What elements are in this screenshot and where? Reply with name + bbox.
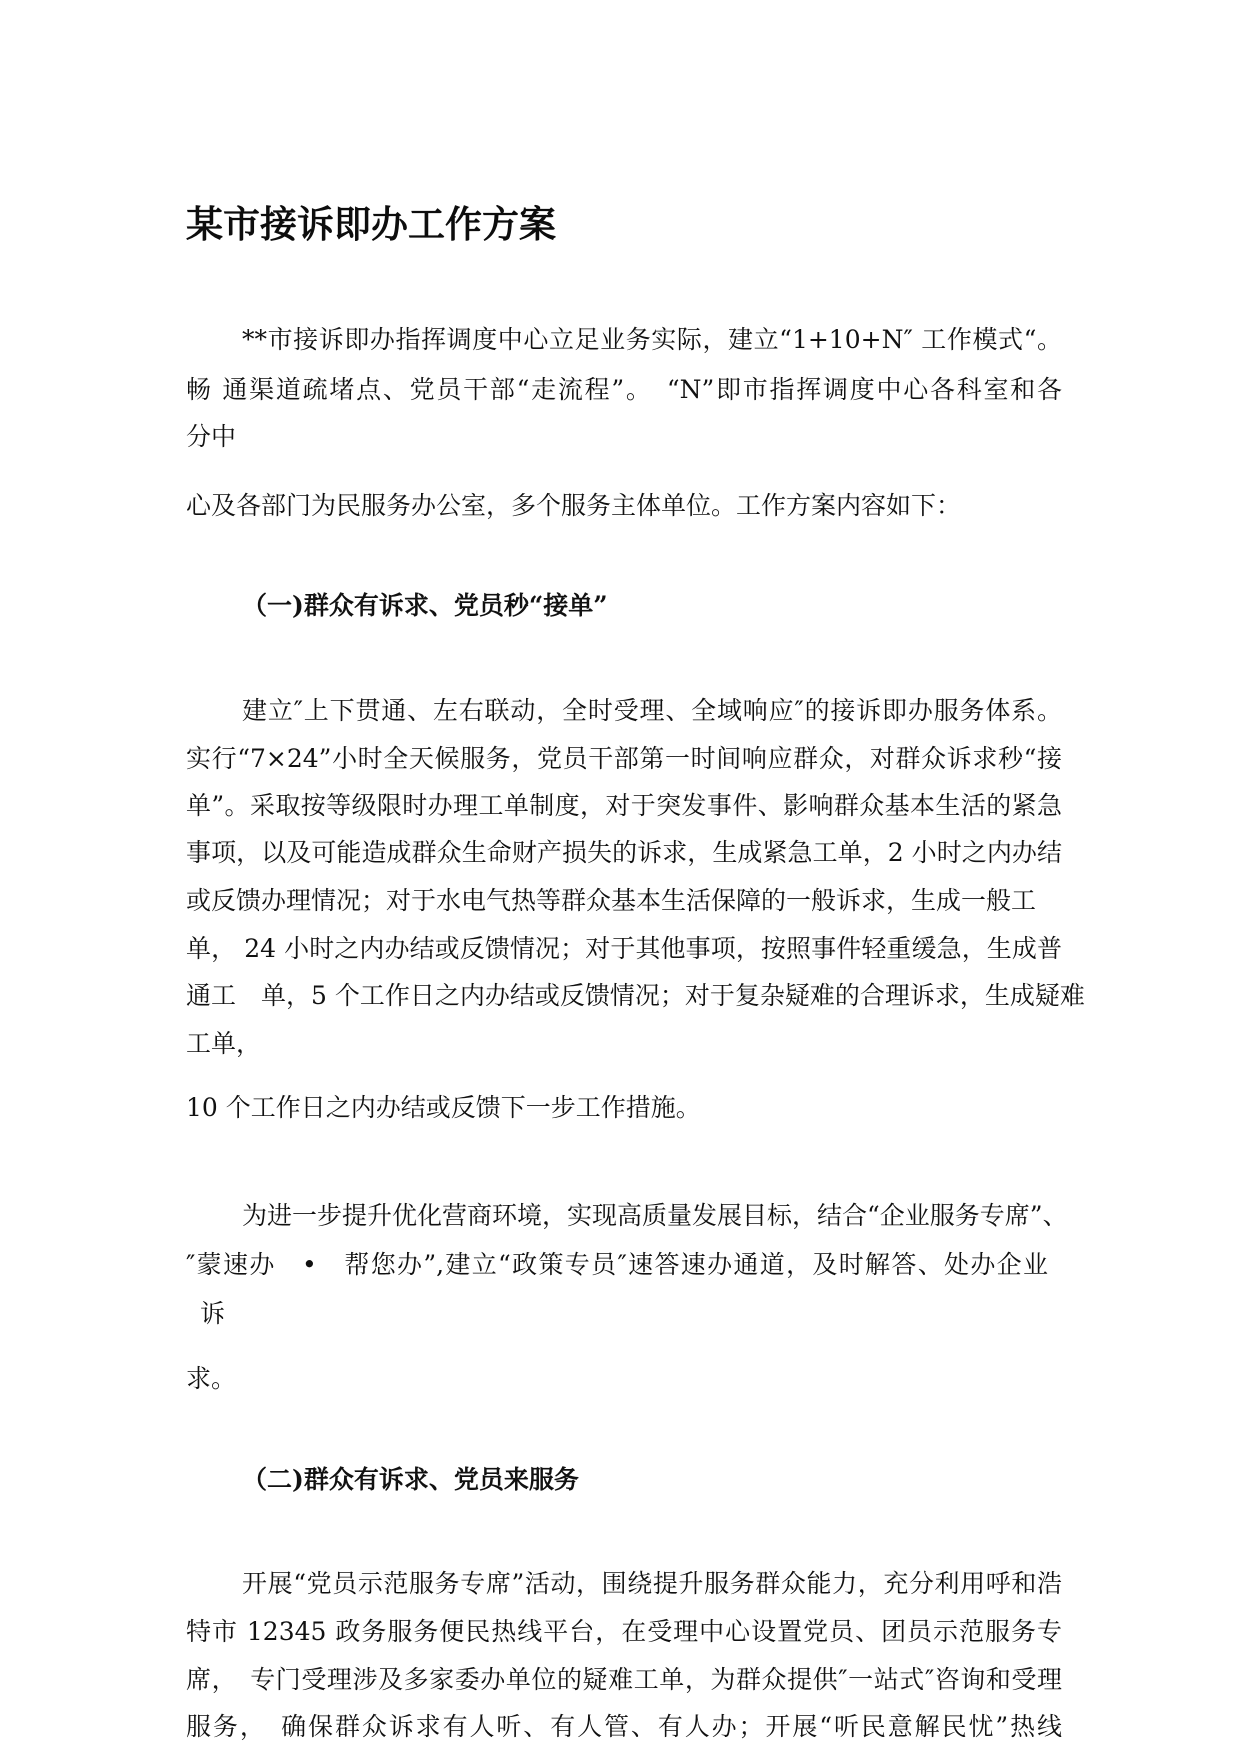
paragraph-line: 为进一步提升优化营商环境，实现高质量发展目标，结合“企业服务专席”、 xyxy=(242,1201,1068,1230)
document-title: 某市接诉即办工作方案 xyxy=(186,203,556,246)
paragraph-line: 建立″上下贯通、左右联动，全时受理、全域响应″的接诉即办服务体系。 xyxy=(242,696,1062,725)
section-heading: （二)群众有诉求、党员来服务 xyxy=(242,1465,579,1494)
paragraph-line: 实行“7×24”小时全天候服务，党员干部第一时间响应群众，对群众诉求秒“接 xyxy=(186,744,1062,773)
paragraph-continuation: 求。 xyxy=(186,1364,237,1393)
paragraph-line: 或反馈办理情况；对于水电气热等群众基本生活保障的一般诉求，生成一般工 xyxy=(186,886,1037,915)
paragraph-line: 畅 通渠道疏堵点、党员干部“走流程”。 “N”即市指挥调度中心各科室和各 xyxy=(186,375,1062,404)
intro-continuation: 心及各部门为民服务办公室，多个服务主体单位。工作方案内容如下： xyxy=(186,491,962,520)
section-heading: （一)群众有诉求、党员秒“接单” xyxy=(242,591,608,620)
paragraph-line: 分中 xyxy=(186,422,237,451)
paragraph-line: 工单， xyxy=(186,1029,262,1058)
paragraph-line: 服务， 确保群众诉求有人听、有人管、有人办；开展“听民意解民忧”热线 xyxy=(186,1712,1062,1741)
paragraph-line: 诉 xyxy=(200,1299,226,1328)
paragraph-line: 开展“党员示范服务专席”活动，围绕提升服务群众能力，充分利用呼和浩 xyxy=(242,1569,1062,1598)
paragraph-line: 特市 12345 政务服务便民热线平台，在受理中心设置党员、团员示范服务专 xyxy=(186,1617,1062,1646)
paragraph-line: 单”。采取按等级限时办理工单制度，对于突发事件、影响群众基本生活的紧急 xyxy=(186,791,1062,820)
paragraph-line: 单， 24 小时之内办结或反馈情况；对于其他事项，按照事件轻重缓急，生成普 xyxy=(186,934,1062,963)
paragraph-continuation: 10 个工作日之内办结或反馈下一步工作措施。 xyxy=(186,1093,701,1122)
paragraph-line: **市接诉即办指挥调度中心立足业务实际，建立“1+10+N″ 工作模式“。 xyxy=(242,325,1062,354)
paragraph-line: ″蒙速办 • 帮您办”,建立“政策专员″速答速办通道，及时解答、处办企业 xyxy=(186,1250,1048,1279)
paragraph-line: 席， 专门受理涉及多家委办单位的疑难工单，为群众提供″一站式″咨询和受理 xyxy=(186,1665,1062,1694)
paragraph-line: 通工 单，5 个工作日之内办结或反馈情况；对于复杂疑难的合理诉求，生成疑难 xyxy=(186,981,1085,1010)
paragraph-line: 事项，以及可能造成群众生命财产损失的诉求，生成紧急工单，2 小时之内办结 xyxy=(186,838,1062,867)
